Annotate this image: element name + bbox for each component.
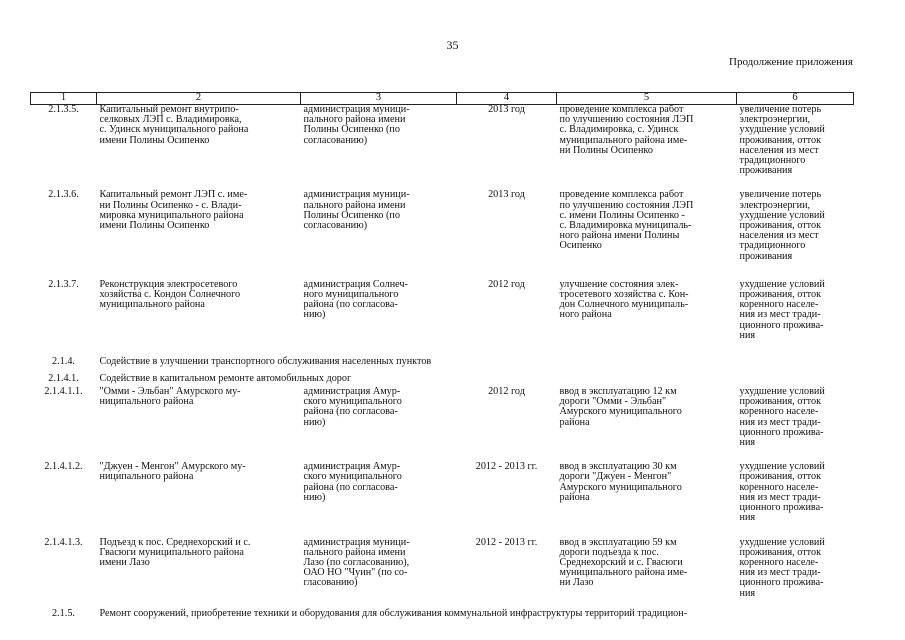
page-number: 35 [446, 38, 459, 52]
continuation-label: Продолжение приложения [729, 56, 853, 68]
row-number: 2.1.4.1.2. [44, 461, 83, 473]
expected-result: проведение комплекса работ по улучшению состояния ЛЭП с. Владимировка, с. Удинск муниципального района име- ни Полины Осипенко [559, 104, 694, 156]
section-row [31, 370, 854, 387]
section-title: Содействие в капитальном ремонте автомобильных дорог [99, 373, 352, 385]
column-header-2: 2 [97, 93, 301, 105]
row-number: 2.1.3.6. [48, 189, 79, 201]
executor: администрация Амур- ского муниципального района (по согласова- нию) [303, 461, 402, 503]
section-title: Содействие в улучшении транспортного обслуживания населенных пунктов [99, 356, 432, 368]
consequence: ухудшение условий проживания, отток коренного населе- ния из мест тради- ционного прожива- ния [739, 278, 825, 341]
executor: администрация муници- пального района имени Лазо (по согласованию), ОАО НО "Чуин" (по со- гласованию) [303, 536, 410, 589]
table-row [31, 538, 854, 605]
table-group-footer [31, 605, 854, 622]
period: 2013 год [488, 104, 525, 115]
table-group-roads [31, 387, 854, 605]
measure-name: Капитальный ремонт ЛЭП с. име- ни Полины Осипенко - с. Влади- мировка муниципального района имени Полины Осипенко [99, 189, 248, 232]
consequence: ухудшение условий проживания, отток коренного населе- ния из мест тради- ционного прожива- ния [739, 386, 825, 449]
table-row [31, 280, 854, 353]
table-row [31, 387, 854, 462]
executor: администрация муници- пального района имени Полины Осипенко (по согласованию) [303, 189, 410, 232]
section-number: 2.1.4.1. [48, 373, 79, 385]
executor: администрация муници- пального района имени Полины Осипенко (по согласованию) [303, 104, 410, 146]
period: 2012 год [488, 386, 525, 398]
table-row [31, 190, 854, 279]
section-title: Ремонт сооружений, приобретение техники и оборудования для обслуживания коммунальной инфраструктуры территорий традицион- [99, 607, 688, 619]
section-row [31, 353, 854, 370]
consequence: увеличение потерь электроэнергии, ухудшение условий проживания, отток населения из мест традиционного проживания [739, 104, 825, 177]
section-row [31, 605, 854, 622]
column-header-4: 4 [457, 93, 557, 105]
row-number: 2.1.4.1.1. [44, 386, 83, 398]
expected-result: проведение комплекса работ по улучшению состояния ЛЭП с. имени Полины Осипенко - с. Владимировка муниципаль- ного района имени Полины Осипенко [559, 189, 694, 252]
expected-result: ввод в эксплуатацию 30 км дороги "Джуен - Менгон" Амурского муниципального района [559, 461, 682, 503]
consequence: увеличение потерь электроэнергии, ухудшение условий проживания, отток населения из мест традиционного проживания [739, 189, 825, 262]
measure-name: "Джуен - Менгон" Амурского му- ниципального района [99, 461, 246, 483]
period: 2013 год [488, 189, 525, 201]
table-row [31, 105, 854, 191]
period: 2012 - 2013 гг. [475, 536, 538, 548]
period: 2012 - 2013 гг. [475, 461, 538, 473]
row-number: 2.1.3.5. [48, 104, 79, 115]
expected-result: улучшение состояния элек- тросетевого хозяйства с. Кон- дон Солнечного муниципаль- ного района [559, 278, 689, 321]
executor: администрация Солнеч- ного муниципального района (по согласова- нию) [303, 278, 408, 321]
column-header-5: 5 [557, 93, 737, 105]
measure-name: Реконструкция электросетевого хозяйства с. Кондон Солнечного муниципального района [99, 278, 241, 311]
consequence: ухудшение условий проживания, отток коренного населе- ния из мест тради- ционного прожива- ния [739, 461, 825, 524]
table-group-power-lines [31, 105, 854, 354]
expected-result: ввод в эксплуатацию 59 км дороги подъезда к пос. Среднехорский и с. Гвасюги муниципального района име- ни Лазо [559, 536, 688, 589]
measure-name: "Омми - Эльбан" Амурского му- ниципального района [99, 386, 241, 408]
period: 2012 год [488, 278, 525, 290]
column-header-6: 6 [737, 93, 854, 105]
section-number: 2.1.5. [52, 607, 75, 619]
expected-result: ввод в эксплуатацию 12 км дороги "Омми - Эльбан" Амурского муниципального района [559, 386, 682, 428]
section-number: 2.1.4. [52, 356, 75, 368]
column-header-3: 3 [301, 93, 457, 105]
table-row [31, 462, 854, 537]
column-header-1: 1 [31, 93, 97, 105]
row-number: 2.1.4.1.3. [44, 536, 83, 548]
table-group-sections [31, 353, 854, 387]
consequence: ухудшение условий проживания, отток коренного населе- ния из мест тради- ционного прожива- ния [739, 536, 825, 599]
row-number: 2.1.3.7. [48, 278, 79, 290]
measure-name: Подъезд к пос. Среднехорский и с. Гвасюги муниципального района имени Лазо [99, 536, 251, 568]
appendix-table [30, 92, 854, 622]
header-row [31, 93, 854, 105]
executor: администрация Амур- ского муниципального района (по согласова- нию) [303, 386, 402, 428]
measure-name: Капитальный ремонт внутрипо- селковых ЛЭП с. Владимировка, с. Удинск муниципального района имени Полины Осипенко [99, 104, 249, 146]
